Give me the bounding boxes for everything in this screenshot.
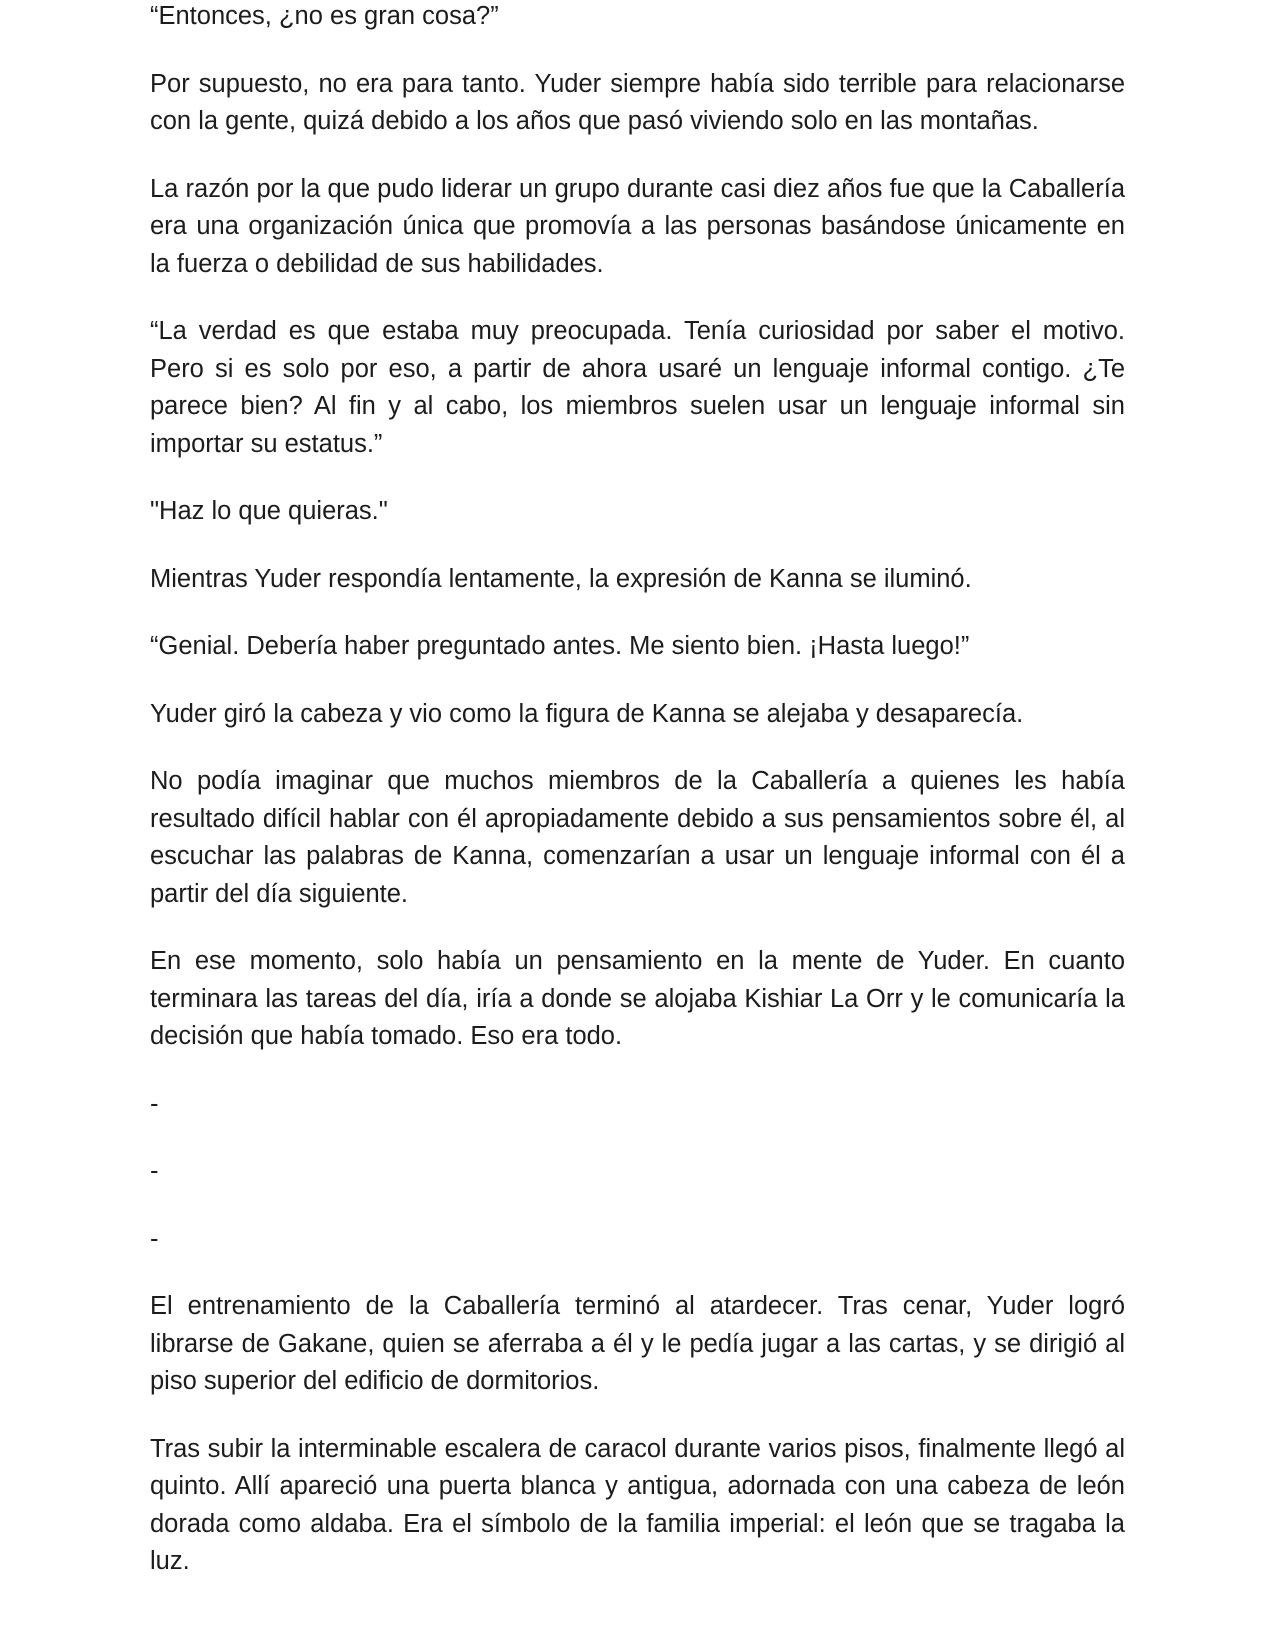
paragraph: "Haz lo que quieras."	[150, 497, 388, 525]
scene-separator: -	[150, 1089, 159, 1118]
paragraph: Mientras Yuder respondía lentamente, la expresión de Kanna se iluminó.	[150, 564, 972, 593]
paragraph: No podía imaginar que muchos miembros de la Caballería a quienes les había resultado difícil hablar con él apropiadamente debido a sus pensamientos sobre él, al escuchar las palabras de Kanna, comenzarían a usar un lenguaje informal con él a partir del día siguiente.	[150, 767, 1125, 908]
document-page	[150, 0, 1125, 1611]
paragraph: Yuder giró la cabeza y vio como la figura de Kanna se alejaba y desaparecía.	[150, 699, 1024, 728]
scene-separator: -	[150, 1224, 159, 1253]
paragraph: “Entonces, ¿no es gran cosa?”	[150, 2, 499, 30]
paragraph: Por supuesto, no era para tanto. Yuder siempre había sido terrible para relacionarse con la gente, quizá debido a los años que pasó viviendo solo en las montañas.	[150, 69, 1125, 135]
paragraph: Tras subir la interminable escalera de caracol durante varios pisos, finalmente llegó al quinto. Allí apareció una puerta blanca y antigua, adornada con una cabeza de león dorada como aldaba. Era el símbolo de la familia imperial: el león que se tragaba la luz.	[150, 1434, 1125, 1575]
scene-separator: -	[150, 1157, 159, 1185]
paragraph: “Genial. Debería haber preguntado antes. Me siento bien. ¡Hasta luego!”	[150, 632, 970, 660]
paragraph: En ese momento, solo había un pensamiento en la mente de Yuder. En cuanto terminara las tareas del día, iría a donde se alojaba Kishiar La Orr y le comunicaría la decisión que había tomado. Eso era todo.	[150, 947, 1125, 1050]
paragraph: “La verdad es que estaba muy preocupada. Tenía curiosidad por saber el motivo. Pero si es solo por eso, a partir de ahora usaré un lenguaje informal contigo. ¿Te parece bien? Al fin y al cabo, los miembros suelen usar un lenguaje informal sin importar su estatus.”	[150, 317, 1125, 458]
paragraph: La razón por la que pudo liderar un grupo durante casi diez años fue que la Caballería era una organización única que promovía a las personas basándose únicamente en la fuerza o debilidad de sus habilidades.	[150, 174, 1125, 278]
paragraph: El entrenamiento de la Caballería terminó al atardecer. Tras cenar, Yuder logró librarse de Gakane, quien se aferraba a él y le pedía jugar a las cartas, y se dirigió al piso superior del edificio de dormitorios.	[150, 1292, 1125, 1395]
